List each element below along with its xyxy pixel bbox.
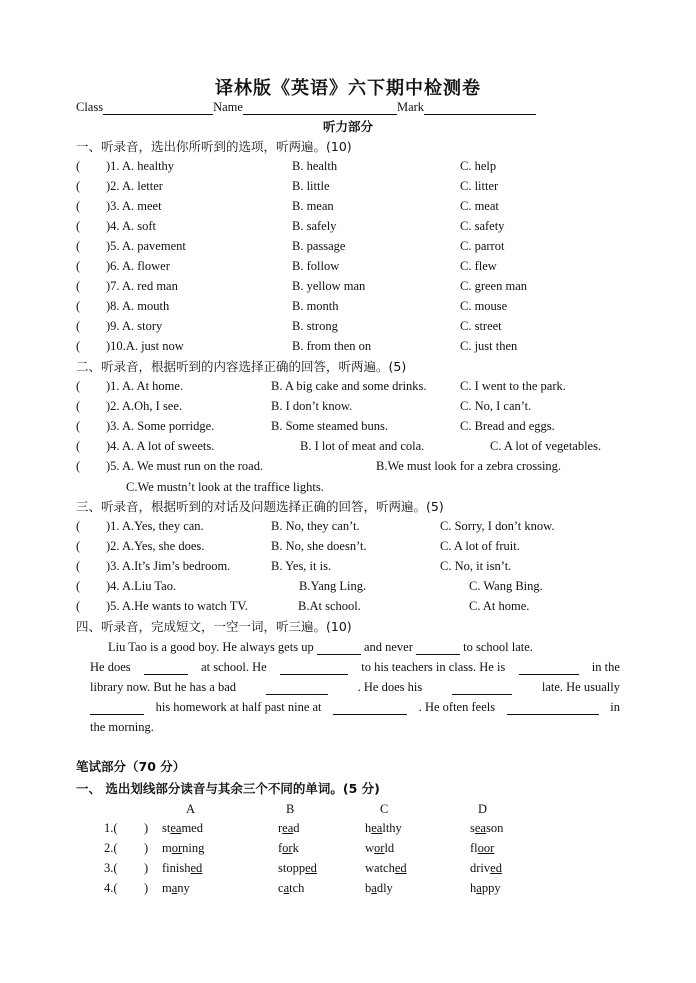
- mark-blank[interactable]: [424, 114, 536, 115]
- s3-option-c: C. A lot of fruit.: [440, 539, 520, 553]
- passage-blank-10[interactable]: [507, 699, 599, 715]
- s2-option-a: )5. A. We must run on the road.: [106, 459, 264, 473]
- s3-option-a: )3. A.It’s Jim’s bedroom.: [106, 559, 231, 573]
- underlined-part: oor: [477, 841, 495, 855]
- s1-option-b: B. follow: [292, 259, 340, 273]
- s3-answer-paren[interactable]: (: [76, 559, 81, 573]
- word-part: finish: [162, 861, 191, 875]
- word-part: s: [470, 821, 475, 835]
- word-option-d: [470, 881, 501, 896]
- name-blank[interactable]: [243, 114, 397, 115]
- section1-heading: 一、听录音，选出你所听到的选项，听两遍。(10): [76, 139, 352, 154]
- word-option-c: [365, 841, 394, 856]
- question-number[interactable]: 3.(: [104, 861, 118, 875]
- s3-answer-paren[interactable]: (: [76, 599, 81, 613]
- s1-option-a: )8. A. mouth: [106, 299, 170, 313]
- s2-row: [0, 399, 696, 417]
- s3-option-c: C. Sorry, I don’t know.: [440, 519, 555, 533]
- word-part: driv: [470, 861, 491, 875]
- s1-answer-paren[interactable]: (: [76, 339, 81, 353]
- writing-q1-heading: 一、 选出划线部分读音与其余三个不同的单词。(5 分): [76, 781, 380, 796]
- s2-option-b: B. A big cake and some drinks.: [271, 379, 427, 393]
- answer-paren-close: ): [144, 881, 149, 895]
- column-a-label: A: [186, 802, 196, 816]
- s2-option-c: C. I went to the park.: [460, 379, 566, 393]
- passage-blank-7[interactable]: [452, 679, 512, 695]
- s1-option-a: )10.A. just now: [106, 339, 184, 353]
- word-part: lthy: [382, 821, 402, 835]
- s2-option-b: B. I don’t know.: [271, 399, 353, 413]
- s2-option-a: )3. A. Some porridge.: [106, 419, 215, 433]
- underlined-part: ea: [170, 821, 182, 835]
- word-part: son: [485, 821, 504, 835]
- passage-line-1: Liu Tao is a good boy. He always gets up and never to school late.: [108, 640, 533, 654]
- passage-blank-6[interactable]: [266, 679, 328, 695]
- section4-heading: 四、听录音，完成短文，一空一词，听三遍。(10): [76, 619, 352, 634]
- underlined-part: ea: [282, 821, 294, 835]
- word-option-c: [365, 821, 402, 836]
- s3-option-c: C. No, it isn’t.: [440, 559, 512, 573]
- s2-row: [0, 459, 696, 477]
- s1-answer-paren[interactable]: (: [76, 279, 81, 293]
- s1-answer-paren[interactable]: (: [76, 319, 81, 333]
- word-part: r: [278, 821, 283, 835]
- s2-option-c: C. A lot of vegetables.: [490, 439, 602, 453]
- word-part: f: [278, 841, 283, 855]
- word-part: ld: [384, 841, 395, 855]
- s2-row: [0, 379, 696, 397]
- s3-option-b: B.Yang Ling.: [299, 579, 367, 593]
- passage-blank-4[interactable]: [280, 659, 348, 675]
- listening-section-title: 听力部分: [322, 119, 373, 134]
- question-number[interactable]: 2.(: [104, 841, 118, 855]
- s2-row: [0, 439, 696, 457]
- s1-option-c: C. litter: [460, 179, 499, 193]
- word-part: k: [292, 841, 299, 855]
- s1-option-a: )4. A. soft: [106, 219, 156, 233]
- word-part: med: [181, 821, 203, 835]
- section3-heading: 三、听录音，根据听到的对话及问题选择正确的回答，听两遍。(5): [76, 499, 444, 514]
- s2-option-b: B.We must look for a zebra crossing.: [376, 459, 562, 473]
- s1-answer-paren[interactable]: (: [76, 299, 81, 313]
- underlined-part: or: [171, 841, 183, 855]
- underlined-part: or: [282, 841, 293, 855]
- word-part: ning: [182, 841, 205, 855]
- page-title: 译林版《英语》六下期中检测卷: [215, 78, 481, 99]
- s3-row: [0, 539, 696, 557]
- section2-q5-option-c: C.We mustn’t look at the traffice lights.: [126, 480, 324, 494]
- s1-option-c: C. mouse: [460, 299, 508, 313]
- s3-option-a: )4. A.Liu Tao.: [106, 579, 177, 593]
- s3-answer-paren[interactable]: (: [76, 579, 81, 593]
- word-option-d: [470, 821, 503, 836]
- word-part: w: [365, 841, 375, 855]
- s2-answer-paren[interactable]: (: [76, 439, 81, 453]
- mark-label: Mark: [396, 100, 425, 114]
- s3-row: [0, 559, 696, 577]
- s1-answer-paren[interactable]: (: [76, 259, 81, 273]
- answer-paren-close: ): [144, 841, 149, 855]
- s1-option-b: B. passage: [292, 239, 346, 253]
- class-blank[interactable]: [103, 114, 213, 115]
- passage-blank-2[interactable]: [416, 654, 460, 655]
- s1-row: [0, 159, 696, 177]
- question-number[interactable]: 4.(: [104, 881, 118, 895]
- word-part: st: [162, 821, 171, 835]
- s1-answer-paren[interactable]: (: [76, 239, 81, 253]
- underlined-part: or: [374, 841, 385, 855]
- writing-q1-row: [0, 841, 696, 859]
- s1-option-a: )3. A. meet: [106, 199, 162, 213]
- passage-blank-9[interactable]: [333, 699, 407, 715]
- passage-line-5: the morning.: [90, 720, 154, 734]
- underlined-part: ed: [490, 861, 502, 875]
- word-part: ppy: [481, 881, 501, 895]
- s3-option-a: )2. A.Yes, she does.: [106, 539, 205, 553]
- s1-row: [0, 179, 696, 197]
- word-part: watch: [365, 861, 395, 875]
- s3-row: [0, 599, 696, 617]
- s1-option-b: B. health: [292, 159, 338, 173]
- passage-blank-3[interactable]: [144, 659, 188, 675]
- class-label: Class: [76, 100, 104, 114]
- s3-answer-paren[interactable]: (: [76, 539, 81, 553]
- s1-row: [0, 279, 696, 297]
- word-option-b: [278, 861, 317, 876]
- s1-option-c: C. help: [460, 159, 497, 173]
- word-part: stopp: [278, 861, 306, 875]
- word-part: m: [162, 841, 172, 855]
- underlined-part: ed: [394, 861, 407, 875]
- s1-option-b: B. from then on: [292, 339, 372, 353]
- word-part: h: [470, 881, 477, 895]
- word-option-c: [365, 861, 407, 876]
- s1-row: [0, 199, 696, 217]
- underlined-part: ea: [474, 821, 486, 835]
- underlined-part: ea: [371, 821, 383, 835]
- word-part: dly: [376, 881, 393, 895]
- s2-option-c: C. No, I can’t.: [460, 399, 532, 413]
- s2-answer-paren[interactable]: (: [76, 379, 81, 393]
- word-part: d: [293, 821, 300, 835]
- underlined-part: a: [476, 881, 482, 895]
- word-part: ny: [177, 881, 190, 895]
- passage-line-2: He does at school. He to his teachers in class. He is in the: [90, 660, 620, 674]
- s2-option-a: )1. A. At home.: [106, 379, 184, 393]
- s1-row: [0, 319, 696, 337]
- word-part: c: [278, 881, 284, 895]
- underlined-part: a: [283, 881, 290, 895]
- word-part: h: [365, 821, 372, 835]
- s2-option-a: )4. A. A lot of sweets.: [106, 439, 215, 453]
- word-option-a: [162, 861, 202, 876]
- writing-q1-row: [0, 861, 696, 879]
- s3-option-a: )5. A.He wants to watch TV.: [106, 599, 248, 613]
- s3-row: [0, 579, 696, 597]
- s1-row: [0, 239, 696, 257]
- column-c-label: C: [380, 802, 389, 816]
- s1-row: [0, 339, 696, 357]
- s1-option-c: C. parrot: [460, 239, 505, 253]
- s1-option-a: )6. A. flower: [106, 259, 170, 273]
- s3-option-a: )1. A.Yes, they can.: [106, 519, 204, 533]
- word-option-b: [278, 881, 304, 896]
- word-option-d: [470, 841, 494, 856]
- underlined-part: a: [371, 881, 377, 895]
- s1-option-c: C. just then: [460, 339, 518, 353]
- question-number[interactable]: 1.(: [104, 821, 118, 835]
- s1-answer-paren[interactable]: (: [76, 159, 81, 173]
- word-option-c: [365, 881, 393, 896]
- s1-option-c: C. street: [460, 319, 502, 333]
- word-option-a: [162, 841, 204, 856]
- section2-heading: 二、听录音，根据听到的内容选择正确的回答，听两遍。(5): [76, 359, 407, 374]
- answer-paren-close: ): [144, 861, 149, 875]
- s2-option-c: C. Bread and eggs.: [460, 419, 555, 433]
- word-option-a: [162, 821, 203, 836]
- s1-option-b: B. yellow man: [292, 279, 366, 293]
- s2-option-b: B. I lot of meat and cola.: [300, 439, 425, 453]
- s1-row: [0, 259, 696, 277]
- word-part: m: [162, 881, 172, 895]
- s1-option-b: B. strong: [292, 319, 338, 333]
- writing-q1-row: [0, 881, 696, 899]
- s3-row: [0, 519, 696, 537]
- s2-answer-paren[interactable]: (: [76, 399, 81, 413]
- s3-option-b: B. No, she doesn’t.: [271, 539, 367, 553]
- s1-option-a: )5. A. pavement: [106, 239, 186, 253]
- s1-option-c: C. flew: [460, 259, 497, 273]
- s1-option-c: C. safety: [460, 219, 505, 233]
- s1-answer-paren[interactable]: (: [76, 199, 81, 213]
- s1-row: [0, 299, 696, 317]
- s1-option-a: )7. A. red man: [106, 279, 178, 293]
- s2-option-a: )2. A.Oh, I see.: [106, 399, 183, 413]
- s3-option-b: B. No, they can’t.: [271, 519, 360, 533]
- s3-option-c: C. At home.: [469, 599, 530, 613]
- word-part: fl: [470, 841, 478, 855]
- s3-option-b: B.At school.: [298, 599, 361, 613]
- s1-option-b: B. little: [292, 179, 330, 193]
- passage-line-3: library now. But he has a bad . He does his late. He usually: [90, 680, 620, 694]
- word-option-a: [162, 881, 190, 896]
- passage-blank-8[interactable]: [90, 699, 144, 715]
- word-part: b: [365, 881, 372, 895]
- s1-answer-paren[interactable]: (: [76, 179, 81, 193]
- writing-section-title: 笔试部分（70 分）: [76, 759, 186, 774]
- s2-option-b: B. Some steamed buns.: [271, 419, 389, 433]
- column-b-label: B: [286, 802, 295, 816]
- s3-option-b: B. Yes, it is.: [271, 559, 332, 573]
- underlined-part: ed: [305, 861, 317, 875]
- word-option-b: [278, 821, 300, 836]
- column-d-label: D: [478, 802, 488, 816]
- s1-option-b: B. safely: [292, 219, 337, 233]
- s1-option-b: B. mean: [292, 199, 334, 213]
- s1-option-a: )9. A. story: [106, 319, 163, 333]
- s1-option-a: )1. A. healthy: [106, 159, 175, 173]
- passage-blank-5[interactable]: [519, 659, 579, 675]
- word-option-b: [278, 841, 299, 856]
- underlined-part: ed: [190, 861, 203, 875]
- s1-option-c: C. meat: [460, 199, 499, 213]
- passage-blank-1[interactable]: [317, 654, 361, 655]
- s2-answer-paren[interactable]: (: [76, 459, 81, 473]
- s1-answer-paren[interactable]: (: [76, 219, 81, 233]
- s1-option-a: )2. A. letter: [106, 179, 163, 193]
- s1-option-b: B. month: [292, 299, 339, 313]
- s2-answer-paren[interactable]: (: [76, 419, 81, 433]
- s3-answer-paren[interactable]: (: [76, 519, 81, 533]
- answer-paren-close: ): [144, 821, 149, 835]
- writing-q1-row: [0, 821, 696, 839]
- s2-row: [0, 419, 696, 437]
- s3-option-c: C. Wang Bing.: [469, 579, 543, 593]
- s1-row: [0, 219, 696, 237]
- name-label: Name: [213, 100, 243, 114]
- passage-line-4: his homework at half past nine at . He often feels in: [90, 699, 620, 715]
- underlined-part: a: [171, 881, 178, 895]
- student-info-line: [76, 99, 536, 115]
- s1-option-c: C. green man: [460, 279, 527, 293]
- word-option-d: [470, 861, 502, 876]
- word-part: tch: [289, 881, 305, 895]
